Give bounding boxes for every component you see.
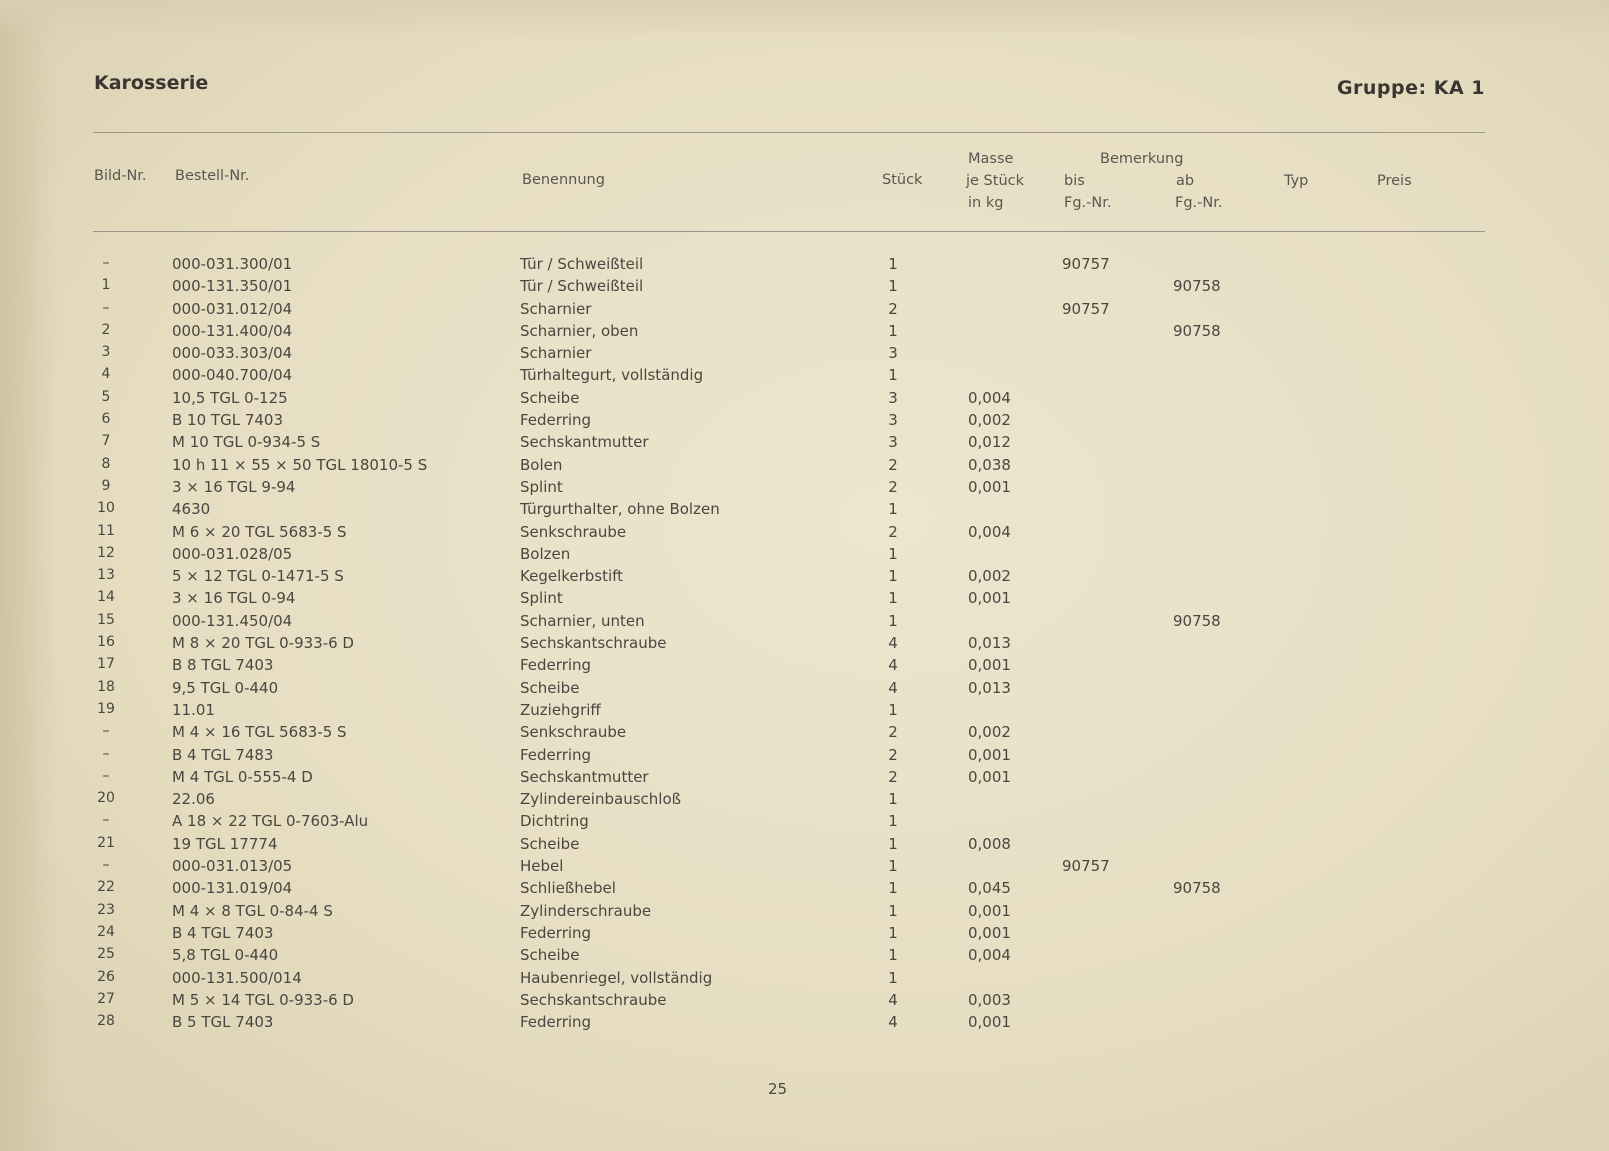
table-row bbox=[0, 768, 1609, 790]
col-bis-fgnr: Fg.-Nr. bbox=[1064, 195, 1112, 211]
col-typ: Typ bbox=[1284, 173, 1309, 189]
row-benennung: Scheibe bbox=[520, 834, 580, 853]
row-bestell-nr: 000-131.500/014 bbox=[172, 968, 302, 987]
row-masse: 0,002 bbox=[968, 567, 1011, 586]
row-bestell-nr: 000-031.013/05 bbox=[172, 857, 293, 876]
row-masse: 0,004 bbox=[968, 946, 1011, 965]
row-stueck: 1 bbox=[888, 968, 898, 987]
row-bild-nr: 22 bbox=[97, 879, 115, 896]
row-stueck: 2 bbox=[888, 522, 898, 541]
row-stueck: 1 bbox=[888, 321, 898, 340]
row-bild-nr: – bbox=[102, 812, 110, 829]
row-bestell-nr: M 4 TGL 0-555-4 D bbox=[172, 767, 313, 786]
row-benennung: Tür / Schweißteil bbox=[520, 277, 644, 296]
row-bestell-nr: 000-031.028/05 bbox=[172, 544, 293, 563]
row-stueck: 1 bbox=[888, 567, 898, 586]
row-bild-nr: 8 bbox=[101, 455, 111, 472]
col-bemerkung: Bemerkung bbox=[1100, 151, 1184, 167]
row-bestell-nr: 000-031.300/01 bbox=[172, 255, 293, 273]
row-bild-nr: – bbox=[102, 723, 110, 740]
row-bild-nr: 7 bbox=[101, 433, 111, 450]
table-row bbox=[0, 723, 1609, 745]
row-benennung: Scharnier, oben bbox=[520, 321, 639, 340]
col-stueck: Stück bbox=[882, 172, 923, 188]
row-benennung: Splint bbox=[520, 477, 563, 496]
row-benennung: Federring bbox=[520, 1013, 592, 1032]
row-benennung: Sechskantmutter bbox=[520, 767, 649, 786]
row-bestell-nr: 10 h 11 × 55 × 50 TGL 18010-5 S bbox=[172, 455, 428, 474]
section-title: Karosserie bbox=[94, 72, 209, 94]
row-benennung: Scharnier, unten bbox=[520, 611, 645, 630]
header-rule-bottom bbox=[93, 231, 1485, 232]
row-stueck: 1 bbox=[888, 901, 898, 920]
table-row bbox=[0, 857, 1609, 879]
row-bestell-nr: 10,5 TGL 0-125 bbox=[172, 388, 288, 407]
col-masse-line3: in kg bbox=[968, 195, 1004, 211]
table-row bbox=[0, 478, 1609, 500]
row-benennung: Scharnier bbox=[520, 299, 592, 318]
row-masse: 0,013 bbox=[968, 634, 1011, 653]
table-row bbox=[0, 656, 1609, 678]
table-row bbox=[0, 969, 1609, 991]
row-bild-nr: 17 bbox=[97, 656, 115, 673]
table-row bbox=[0, 812, 1609, 834]
col-masse-line2: je Stück bbox=[966, 173, 1025, 189]
row-stueck: 3 bbox=[888, 388, 898, 407]
row-stueck: 2 bbox=[888, 723, 898, 742]
table-row bbox=[0, 991, 1609, 1013]
table-row bbox=[0, 634, 1609, 656]
col-bestell-nr: Bestell-Nr. bbox=[175, 168, 250, 184]
row-bestell-nr: B 10 TGL 7403 bbox=[172, 411, 283, 430]
row-bild-nr: 21 bbox=[97, 834, 115, 851]
row-benennung: Scheibe bbox=[520, 678, 580, 697]
row-bild-nr: 26 bbox=[97, 968, 115, 985]
row-stueck: 2 bbox=[888, 745, 898, 764]
row-bild-nr: 5 bbox=[101, 388, 111, 405]
row-benennung: Türhaltegurt, vollständig bbox=[520, 366, 704, 385]
table-row bbox=[0, 255, 1609, 277]
row-benennung: Federring bbox=[520, 745, 592, 764]
row-benennung: Splint bbox=[520, 589, 563, 608]
row-benennung: Kegelkerbstift bbox=[520, 567, 624, 586]
row-bild-nr: – bbox=[102, 255, 110, 271]
row-bild-nr: 1 bbox=[101, 277, 111, 294]
table-row bbox=[0, 300, 1609, 322]
row-bestell-nr: 9,5 TGL 0-440 bbox=[172, 678, 279, 697]
row-stueck: 1 bbox=[888, 790, 898, 809]
row-bestell-nr: B 5 TGL 7403 bbox=[172, 1013, 274, 1032]
table-row bbox=[0, 433, 1609, 455]
row-benennung: Zylinderschraube bbox=[520, 901, 652, 920]
row-bild-nr: 6 bbox=[101, 411, 111, 428]
row-bestell-nr: B 4 TGL 7483 bbox=[172, 745, 274, 764]
row-bestell-nr: M 10 TGL 0-934-5 S bbox=[172, 433, 321, 452]
row-benennung: Türgurthalter, ohne Bolzen bbox=[520, 500, 720, 519]
row-stueck: 1 bbox=[888, 500, 898, 519]
table-row bbox=[0, 277, 1609, 299]
row-benennung: Sechskantschraube bbox=[520, 634, 667, 653]
table-row bbox=[0, 924, 1609, 946]
row-bestell-nr: M 4 × 8 TGL 0-84-4 S bbox=[172, 901, 333, 920]
row-stueck: 1 bbox=[888, 255, 898, 273]
row-masse: 0,001 bbox=[968, 901, 1011, 920]
table-row bbox=[0, 500, 1609, 522]
row-masse: 0,004 bbox=[968, 522, 1011, 541]
table-row bbox=[0, 701, 1609, 723]
row-bestell-nr: A 18 × 22 TGL 0-7603-Alu bbox=[172, 812, 369, 831]
table-row bbox=[0, 835, 1609, 857]
row-bestell-nr: 19 TGL 17774 bbox=[172, 834, 278, 853]
row-masse: 0,012 bbox=[968, 433, 1011, 452]
table-row bbox=[0, 322, 1609, 344]
row-stueck: 1 bbox=[888, 812, 898, 831]
table-row bbox=[0, 790, 1609, 812]
header-rule-top bbox=[93, 132, 1485, 133]
parts-table-body bbox=[0, 255, 1609, 1035]
row-bestell-nr: 000-033.303/04 bbox=[172, 344, 293, 363]
table-row bbox=[0, 902, 1609, 924]
row-bild-nr: 28 bbox=[97, 1013, 115, 1030]
row-bild-nr: 9 bbox=[101, 477, 111, 494]
row-masse: 0,001 bbox=[968, 767, 1011, 786]
row-masse: 0,038 bbox=[968, 455, 1011, 474]
row-bestell-nr: B 4 TGL 7403 bbox=[172, 923, 274, 942]
row-bestell-nr: 5 × 12 TGL 0-1471-5 S bbox=[172, 567, 344, 586]
row-bild-nr: 23 bbox=[97, 901, 115, 918]
row-benennung: Senkschraube bbox=[520, 522, 627, 541]
table-row bbox=[0, 411, 1609, 433]
row-benennung: Senkschraube bbox=[520, 723, 627, 742]
table-row bbox=[0, 389, 1609, 411]
row-stueck: 1 bbox=[888, 277, 898, 296]
row-bis-fgnr: 90757 bbox=[1062, 299, 1110, 318]
row-benennung: Sechskantmutter bbox=[520, 433, 649, 452]
row-benennung: Sechskantschraube bbox=[520, 990, 667, 1009]
row-stueck: 1 bbox=[888, 611, 898, 630]
row-benennung: Federring bbox=[520, 411, 592, 430]
row-stueck: 2 bbox=[888, 767, 898, 786]
row-stueck: 3 bbox=[888, 344, 898, 363]
row-stueck: 2 bbox=[888, 299, 898, 318]
row-ab-fgnr: 90758 bbox=[1173, 879, 1221, 898]
row-stueck: 2 bbox=[888, 455, 898, 474]
row-bild-nr: 14 bbox=[97, 589, 115, 606]
row-bild-nr: – bbox=[102, 299, 110, 316]
table-row bbox=[0, 545, 1609, 567]
row-stueck: 4 bbox=[888, 634, 898, 653]
row-stueck: 1 bbox=[888, 700, 898, 719]
row-stueck: 1 bbox=[888, 946, 898, 965]
col-ab: ab bbox=[1176, 173, 1195, 189]
row-stueck: 1 bbox=[888, 589, 898, 608]
row-masse: 0,008 bbox=[968, 834, 1011, 853]
row-bild-nr: – bbox=[102, 857, 110, 874]
row-benennung: Zylindereinbauschloß bbox=[520, 790, 682, 809]
row-bis-fgnr: 90757 bbox=[1062, 255, 1110, 273]
row-masse: 0,001 bbox=[968, 589, 1011, 608]
row-masse: 0,002 bbox=[968, 411, 1011, 430]
row-stueck: 3 bbox=[888, 411, 898, 430]
row-bild-nr: 19 bbox=[97, 700, 115, 717]
row-stueck: 2 bbox=[888, 477, 898, 496]
row-bild-nr: 20 bbox=[97, 790, 115, 807]
row-stueck: 1 bbox=[888, 857, 898, 876]
row-bild-nr: 3 bbox=[101, 344, 111, 361]
row-bild-nr: 16 bbox=[97, 634, 115, 651]
row-benennung: Scheibe bbox=[520, 388, 580, 407]
row-bestell-nr: 4630 bbox=[172, 500, 211, 519]
row-ab-fgnr: 90758 bbox=[1173, 611, 1221, 630]
row-stueck: 4 bbox=[888, 678, 898, 697]
row-stueck: 4 bbox=[888, 990, 898, 1009]
row-benennung: Scheibe bbox=[520, 946, 580, 965]
page-number: 25 bbox=[768, 1080, 788, 1098]
col-preis: Preis bbox=[1377, 173, 1412, 189]
table-row bbox=[0, 1013, 1609, 1035]
row-masse: 0,045 bbox=[968, 879, 1011, 898]
row-bestell-nr: M 4 × 16 TGL 5683-5 S bbox=[172, 723, 347, 742]
col-bis: bis bbox=[1064, 173, 1085, 189]
row-stueck: 1 bbox=[888, 366, 898, 385]
row-masse: 0,001 bbox=[968, 477, 1011, 496]
table-row bbox=[0, 746, 1609, 768]
row-ab-fgnr: 90758 bbox=[1173, 321, 1221, 340]
row-masse: 0,001 bbox=[968, 745, 1011, 764]
row-bild-nr: – bbox=[102, 767, 110, 784]
row-masse: 0,001 bbox=[968, 656, 1011, 675]
row-masse: 0,004 bbox=[968, 388, 1011, 407]
col-bild-nr: Bild-Nr. bbox=[94, 168, 147, 184]
row-bild-nr: 27 bbox=[97, 990, 115, 1007]
row-benennung: Zuziehgriff bbox=[520, 700, 601, 719]
row-benennung: Federring bbox=[520, 923, 592, 942]
row-bild-nr: 18 bbox=[97, 678, 115, 695]
row-bild-nr: 13 bbox=[97, 567, 115, 584]
row-stueck: 4 bbox=[888, 1013, 898, 1032]
col-ab-fgnr: Fg.-Nr. bbox=[1175, 195, 1223, 211]
row-bis-fgnr: 90757 bbox=[1062, 857, 1110, 876]
row-stueck: 1 bbox=[888, 834, 898, 853]
row-benennung: Schließhebel bbox=[520, 879, 616, 898]
row-bestell-nr: 5,8 TGL 0-440 bbox=[172, 946, 279, 965]
row-benennung: Federring bbox=[520, 656, 592, 675]
row-bestell-nr: 000-131.400/04 bbox=[172, 321, 293, 340]
row-bestell-nr: 000-031.012/04 bbox=[172, 299, 293, 318]
row-stueck: 3 bbox=[888, 433, 898, 452]
row-benennung: Bolen bbox=[520, 455, 563, 474]
col-masse-line1: Masse bbox=[968, 151, 1014, 167]
table-row bbox=[0, 456, 1609, 478]
table-row bbox=[0, 879, 1609, 901]
row-bestell-nr: 3 × 16 TGL 9-94 bbox=[172, 477, 296, 496]
row-bestell-nr: 000-040.700/04 bbox=[172, 366, 293, 385]
row-bild-nr: – bbox=[102, 745, 110, 762]
row-bestell-nr: 000-131.450/04 bbox=[172, 611, 293, 630]
table-row bbox=[0, 366, 1609, 388]
table-row bbox=[0, 679, 1609, 701]
row-bild-nr: 2 bbox=[101, 321, 111, 338]
row-bild-nr: 15 bbox=[97, 611, 115, 628]
row-stueck: 1 bbox=[888, 923, 898, 942]
row-masse: 0,003 bbox=[968, 990, 1011, 1009]
row-stueck: 1 bbox=[888, 544, 898, 563]
row-benennung: Tür / Schweißteil bbox=[520, 255, 644, 273]
table-row bbox=[0, 567, 1609, 589]
group-title: Gruppe: KA 1 bbox=[1336, 77, 1485, 99]
row-masse: 0,001 bbox=[968, 1013, 1011, 1032]
row-bestell-nr: M 8 × 20 TGL 0-933-6 D bbox=[172, 634, 354, 653]
row-bild-nr: 25 bbox=[97, 946, 115, 963]
row-bild-nr: 4 bbox=[101, 366, 111, 383]
row-bestell-nr: 3 × 16 TGL 0-94 bbox=[172, 589, 296, 608]
table-row bbox=[0, 589, 1609, 611]
row-masse: 0,013 bbox=[968, 678, 1011, 697]
row-benennung: Scharnier bbox=[520, 344, 592, 363]
row-bestell-nr: B 8 TGL 7403 bbox=[172, 656, 274, 675]
row-bestell-nr: M 6 × 20 TGL 5683-5 S bbox=[172, 522, 347, 541]
col-benennung: Benennung bbox=[522, 172, 605, 188]
row-bestell-nr: 000-131.019/04 bbox=[172, 879, 293, 898]
row-stueck: 1 bbox=[888, 879, 898, 898]
row-bestell-nr: 11.01 bbox=[172, 700, 215, 719]
row-benennung: Dichtring bbox=[520, 812, 589, 831]
row-masse: 0,001 bbox=[968, 923, 1011, 942]
row-ab-fgnr: 90758 bbox=[1173, 277, 1221, 296]
row-bild-nr: 24 bbox=[97, 923, 115, 940]
row-bestell-nr: M 5 × 14 TGL 0-933-6 D bbox=[172, 990, 354, 1009]
row-bestell-nr: 22.06 bbox=[172, 790, 215, 809]
row-bild-nr: 11 bbox=[97, 522, 115, 539]
table-row bbox=[0, 612, 1609, 634]
row-bild-nr: 12 bbox=[97, 544, 115, 561]
row-stueck: 4 bbox=[888, 656, 898, 675]
row-benennung: Hebel bbox=[520, 857, 564, 876]
table-row bbox=[0, 946, 1609, 968]
row-bestell-nr: 000-131.350/01 bbox=[172, 277, 293, 296]
table-row bbox=[0, 523, 1609, 545]
row-benennung: Haubenriegel, vollständig bbox=[520, 968, 713, 987]
row-benennung: Bolzen bbox=[520, 544, 571, 563]
row-bild-nr: 10 bbox=[97, 500, 115, 517]
row-masse: 0,002 bbox=[968, 723, 1011, 742]
table-row bbox=[0, 344, 1609, 366]
